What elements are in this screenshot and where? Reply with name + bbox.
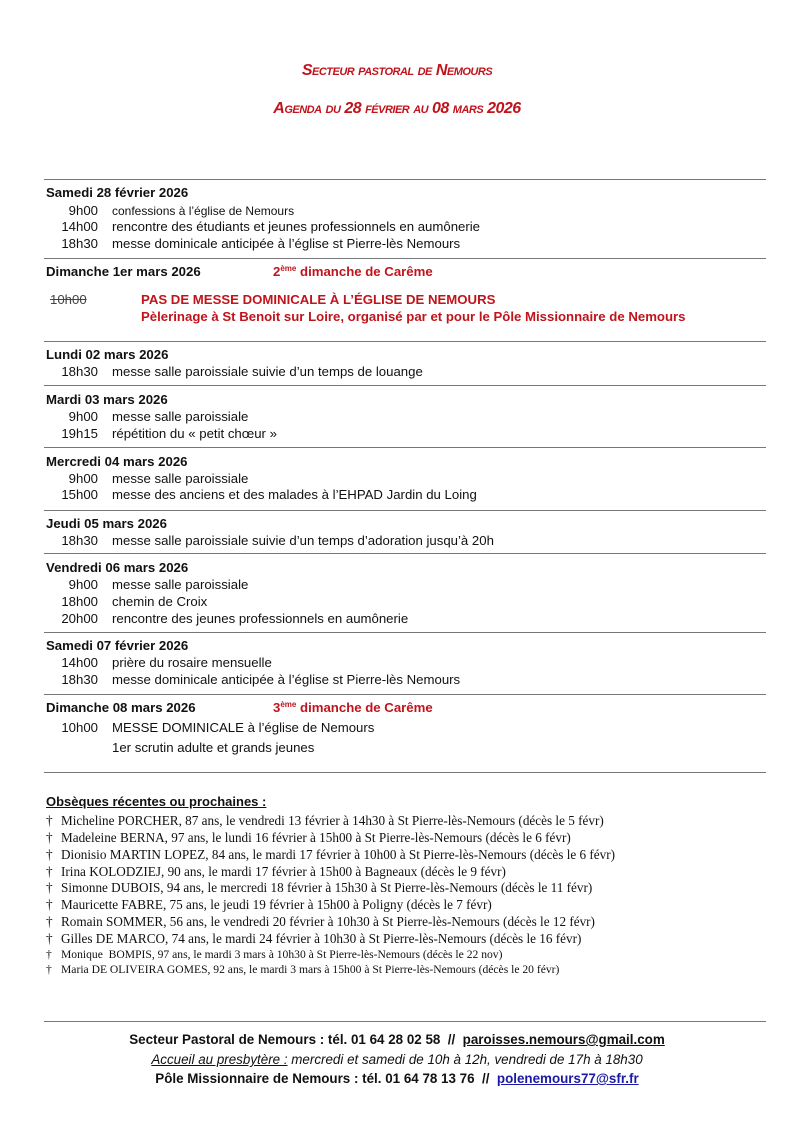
sector-phone: Secteur Pastoral de Nemours : tél. 01 64 28 02 58 // <box>129 1032 463 1047</box>
liturgy-sup: ème <box>280 700 297 709</box>
event-desc: prière du rosaire mensuelle <box>112 655 272 670</box>
page-title-line2: Agenda du 28 février au 08 mars 2026 <box>273 100 521 117</box>
event-desc: messe salle paroissiale <box>112 577 249 592</box>
cross-icon: † <box>46 963 52 976</box>
divider <box>44 341 766 342</box>
event-desc: confessions à l’église de Nemours <box>112 204 295 218</box>
sector-email-link[interactable]: paroisses.nemours@gmail.com <box>462 1032 665 1047</box>
event-desc-secondary: 1er scrutin adulte et grands jeunes <box>112 740 315 755</box>
event-time: 18h00 <box>61 594 98 609</box>
day-heading: Jeudi 05 mars 2026 <box>46 516 167 531</box>
footer-contact-pole <box>0 1071 794 1086</box>
day-heading: Samedi 07 février 2026 <box>46 638 189 653</box>
event-desc: rencontre des jeunes professionnels en aumônerie <box>112 611 409 626</box>
event-desc: messe dominicale anticipée à l’église st Pierre-lès Nemours <box>112 672 461 687</box>
divider <box>44 510 766 511</box>
divider <box>44 447 766 448</box>
event-desc: MESSE DOMINICALE à l’église de Nemours <box>112 720 375 735</box>
divider <box>44 258 766 259</box>
event-time: 9h00 <box>68 409 98 424</box>
day-heading: Mardi 03 mars 2026 <box>46 392 168 407</box>
obituary-text: Monique BOMPIS, 97 ans, le mardi 3 mars à 10h30 à St Pierre-lès-Nemours (décès le 22 nov) <box>61 948 503 961</box>
day-heading: Vendredi 06 mars 2026 <box>46 560 189 575</box>
obituary-text: Romain SOMMER, 56 ans, le vendredi 20 février à 10h30 à St Pierre-lès-Nemours (décès le 12 févr) <box>61 914 595 929</box>
event-time: 15h00 <box>61 487 98 502</box>
cross-icon: † <box>46 864 53 879</box>
obituary-item <box>46 963 559 976</box>
cross-icon: † <box>46 813 53 828</box>
event-row <box>46 611 409 626</box>
cross-icon: † <box>46 830 53 845</box>
event-row <box>46 672 461 687</box>
divider <box>44 772 766 773</box>
cross-icon: † <box>46 880 53 895</box>
obituary-text: Madeleine BERNA, 97 ans, le lundi 16 février à 15h00 à St Pierre-lès-Nemours (décès le 6 févr) <box>61 830 571 845</box>
event-time: 14h00 <box>61 219 98 234</box>
cross-icon: † <box>46 897 53 912</box>
event-row <box>46 409 249 424</box>
cross-icon: † <box>46 847 53 862</box>
event-row <box>46 364 423 379</box>
obituary-text: Irina KOLODZIEJ, 90 ans, le mardi 17 février à 15h00 à Bagneaux (décès le 9 févr) <box>61 864 506 879</box>
pole-phone: Pôle Missionnaire de Nemours : tél. 01 64 78 13 76 // <box>155 1071 497 1086</box>
liturgical-note <box>273 264 433 279</box>
event-time: 18h30 <box>61 236 98 251</box>
event-row <box>46 236 461 251</box>
obituaries-title: Obsèques récentes ou prochaines : <box>46 794 267 809</box>
divider <box>44 179 766 180</box>
event-time: 14h00 <box>61 655 98 670</box>
event-desc: messe salle paroissiale suivie d’un temps de louange <box>112 364 423 379</box>
obituary-text: Dionisio MARTIN LOPEZ, 84 ans, le mardi 17 février à 10h00 à St Pierre-lès-Nemours (décès le 6 févr) <box>61 847 616 862</box>
event-row <box>46 720 375 735</box>
event-row <box>46 426 277 441</box>
event-time: 19h15 <box>61 426 98 441</box>
obituary-text: Gilles DE MARCO, 74 ans, le mardi 24 février à 10h30 à St Pierre-lès-Nemours (décès le 16 févr) <box>61 931 582 946</box>
obituary-text: Maria DE OLIVEIRA GOMES, 92 ans, le mardi 3 mars à 15h00 à St Pierre-lès-Nemours (décès le 20 févr) <box>61 963 560 976</box>
event-time: 18h30 <box>61 672 98 687</box>
obituary-text: Simonne DUBOIS, 94 ans, le mercredi 18 février à 15h30 à St Pierre-lès-Nemours (décès le 11 févr) <box>61 880 593 895</box>
event-desc-pilgrimage: Pèlerinage à St Benoit sur Loire, organisé par et pour le Pôle Missionnaire de Nemours <box>141 309 686 324</box>
event-desc: répétition du « petit chœur » <box>112 426 277 441</box>
event-desc: chemin de Croix <box>112 594 208 609</box>
obituary-item <box>46 948 502 961</box>
day-heading: Lundi 02 mars 2026 <box>46 347 169 362</box>
event-time: 9h00 <box>68 203 98 218</box>
obituary-item <box>46 847 615 863</box>
event-desc: rencontre des étudiants et jeunes professionnels en aumônerie <box>112 219 481 234</box>
day-heading: Dimanche 1er mars 2026 <box>46 264 201 279</box>
divider <box>44 632 766 633</box>
event-time-cancelled: 10h00 <box>50 292 87 307</box>
footer-opening-hours <box>0 1052 794 1067</box>
obituary-text: Mauricette FABRE, 75 ans, le jeudi 19 février à 15h00 à Poligny (décès le 7 févr) <box>61 897 492 912</box>
event-row <box>50 292 87 307</box>
event-time: 9h00 <box>68 471 98 486</box>
footer-contact-sector <box>0 1032 794 1047</box>
event-desc: messe des anciens et des malades à l’EHPAD Jardin du Loing <box>112 487 477 502</box>
divider <box>44 385 766 386</box>
pole-email-link[interactable]: polenemours77@sfr.fr <box>496 1071 639 1086</box>
event-time: 9h00 <box>68 577 98 592</box>
obituary-item <box>46 931 581 947</box>
event-row <box>46 471 249 486</box>
event-row <box>46 655 272 670</box>
event-time: 10h00 <box>61 720 98 735</box>
event-time: 18h30 <box>61 364 98 379</box>
obituary-item <box>46 830 571 846</box>
event-desc: messe dominicale anticipée à l’église st Pierre-lès Nemours <box>112 236 461 251</box>
day-heading: Mercredi 04 mars 2026 <box>46 454 188 469</box>
liturgy-sup: ème <box>280 264 297 273</box>
day-heading: Dimanche 08 mars 2026 <box>46 700 196 715</box>
event-row <box>46 577 249 592</box>
obituary-text: Micheline PORCHER, 87 ans, le vendredi 13 février à 14h30 à St Pierre-lès-Nemours (décès le 5 févr) <box>61 813 604 828</box>
liturgical-note <box>273 700 433 715</box>
liturgy-number: 2 <box>273 264 281 279</box>
liturgy-text: dimanche de Carême <box>296 264 433 279</box>
obituary-item <box>46 813 604 829</box>
obituary-item <box>46 864 506 880</box>
obituary-item <box>46 880 592 896</box>
event-desc: messe salle paroissiale <box>112 409 249 424</box>
event-time: 20h00 <box>61 611 98 626</box>
event-row <box>46 594 208 609</box>
hours-label: Accueil au presbytère : <box>151 1052 288 1067</box>
divider <box>44 694 766 695</box>
event-row <box>46 487 477 502</box>
event-row <box>46 533 494 548</box>
day-heading: Samedi 28 février 2026 <box>46 185 189 200</box>
obituary-item <box>46 914 595 930</box>
obituary-item <box>46 897 492 913</box>
page-title-line1: Secteur pastoral de Nemours <box>301 62 493 79</box>
liturgy-number: 3 <box>273 700 281 715</box>
event-desc: messe salle paroissiale <box>112 471 249 486</box>
liturgy-text: dimanche de Carême <box>296 700 433 715</box>
cross-icon: † <box>46 948 52 961</box>
event-desc-cancelled: PAS DE MESSE DOMINICALE À L’ÉGLISE DE NEMOURS <box>141 292 496 307</box>
cross-icon: † <box>46 914 53 929</box>
event-row <box>46 219 481 234</box>
divider <box>44 553 766 554</box>
event-time: 18h30 <box>61 533 98 548</box>
hours-text: mercredi et samedi de 10h à 12h, vendredi de 17h à 18h30 <box>287 1052 643 1067</box>
event-desc: messe salle paroissiale suivie d’un temps d’adoration jusqu’à 20h <box>112 533 494 548</box>
footer-divider <box>44 1021 766 1022</box>
event-row <box>46 203 295 218</box>
cross-icon: † <box>46 931 53 946</box>
